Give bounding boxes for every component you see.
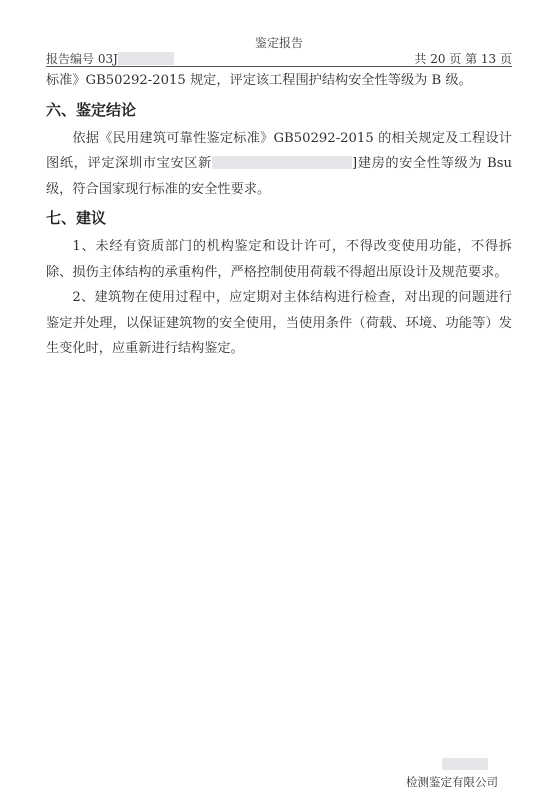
page-info: 共 20 页 第 13 页 [414,52,512,66]
redacted-block [118,52,174,65]
footer-org-name: 检测鉴定有限公司 [406,775,498,789]
redacted-block [442,758,488,770]
report-number [46,50,174,67]
continuation-text: 标准》GB50292-2015 规定，评定该工程围护结构安全性等级为 B 级。 [46,73,472,88]
conclusion-paragraph [46,126,512,203]
report-number-label: 报告编号 [46,52,95,66]
redacted-block [212,156,352,169]
suggestion-item-2: 2、建筑物在使用过程中，应定期对主体结构进行检查，对出现的问题进行鉴定并处理，以保证建筑物的安全使用，当使用条件（荷载、环境、功能等）发生变化时，应重新进行结构鉴定。 [46,290,512,356]
conclusion-text-part2: ]建房的安全性等级为 Bsu 级，符合国家现行标准的安全性要求。 [46,156,512,197]
suggestion-item-1: 1、未经有资质部门的机构鉴定和设计许可，不得改变使用功能，不得拆除、损伤主体结构的承重构件，严格控制使用荷载不得超出原设计及规范要求。 [46,239,512,280]
report-number-value: 03J [97,52,118,66]
section-heading-conclusion: 六、鉴定结论 [46,100,137,119]
section-heading-suggestions: 七、建议 [46,209,107,227]
header-divider [46,66,512,67]
report-body [46,68,512,362]
report-header-title: 鉴定报告 [254,36,303,50]
report-footer [406,758,498,790]
conclusion-text-part1: 依据《民用建筑可靠性鉴定标准》GB50292-2015 的相关规定及工程设计图纸，评定深圳市宝安区新 [46,130,512,171]
